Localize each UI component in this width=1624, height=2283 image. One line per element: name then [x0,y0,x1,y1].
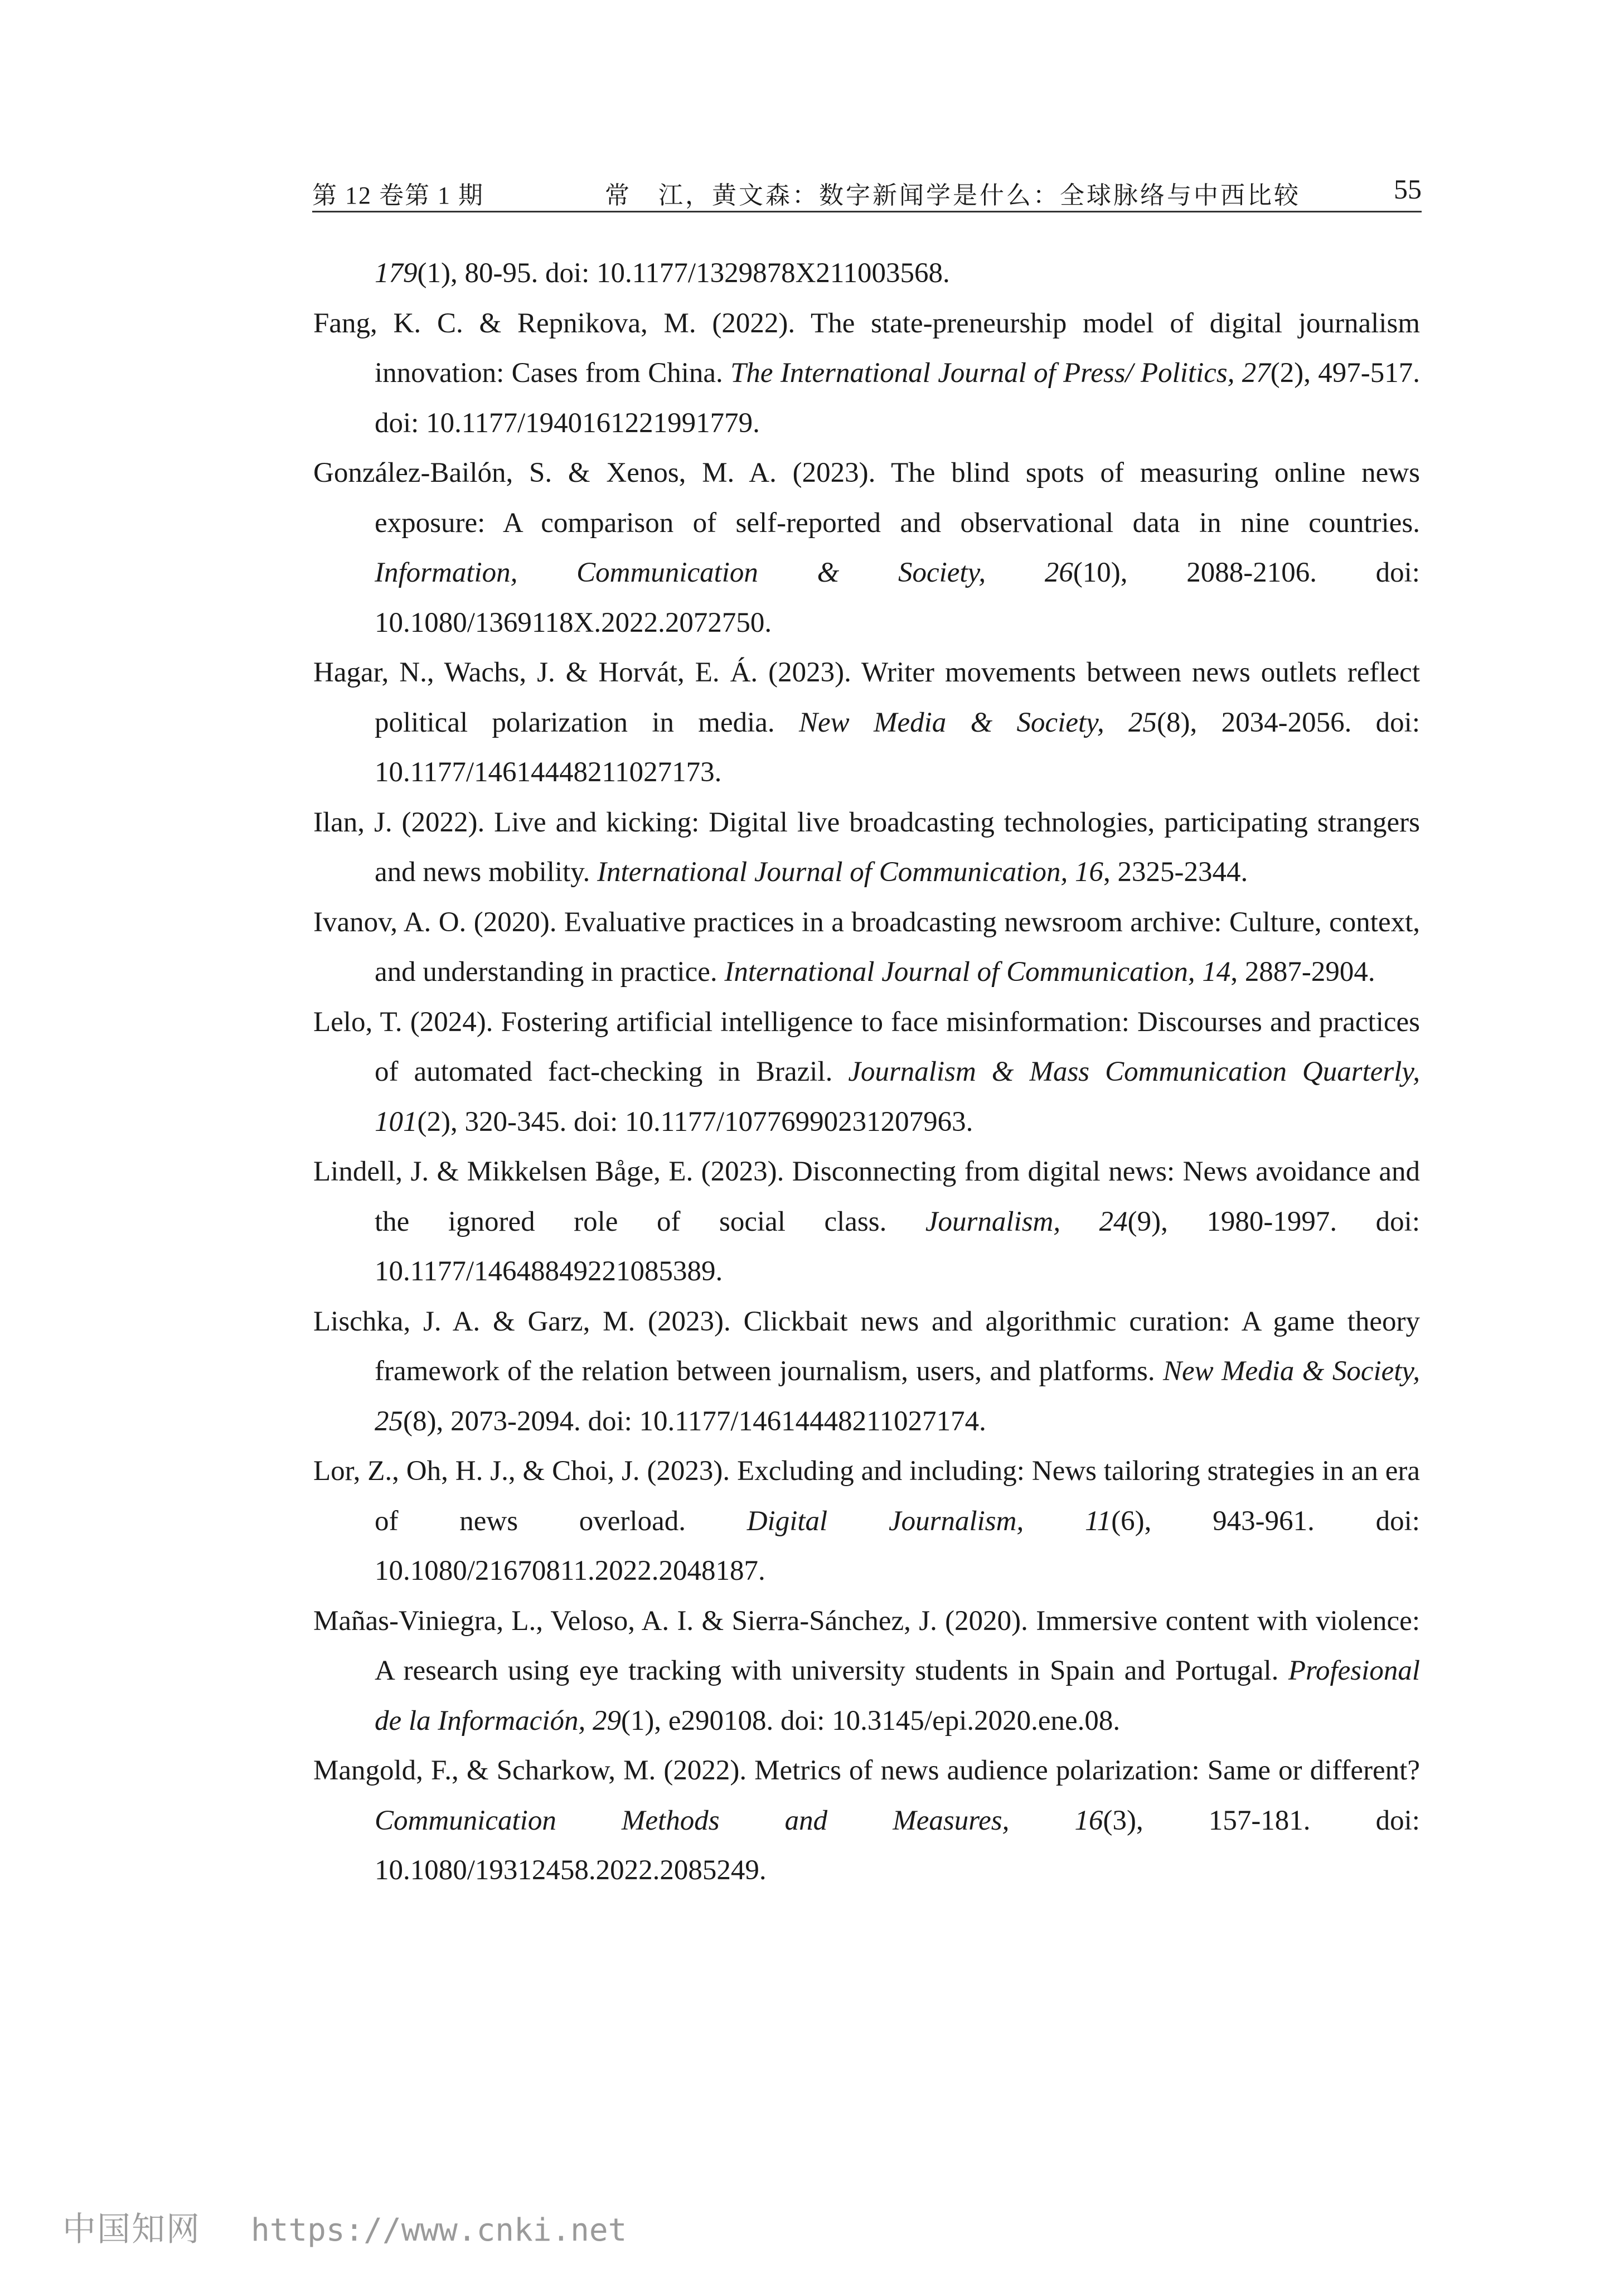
reference-entry: González-Bailón, S. & Xenos, M. A. (2023). The blind spots of measuring online news exposure: A comparison of self-reported and observational data in nine countries. Information, Communication & Society, 26(10), 2088-2106. doi: 10.1080/1369118X.2022.2072750. [313,457,1420,639]
issue-label: 第 12 卷第 1 期 [312,182,484,209]
watermark-site-name: 中国知网 [62,2210,201,2249]
watermark-url: https://www.cnki.net [251,2212,627,2248]
reference-entry: Mañas-Viniegra, L., Veloso, A. I. & Sierra-Sánchez, J. (2020). Immersive content with violence: A research using eye tracking with university students in Spain and Portugal. Profesional de la Información, 29(1), e290108. doi: 10.3145/epi.2020.ene.08. [313,1605,1420,1737]
reference-entry: Ilan, J. (2022). Live and kicking: Digital live broadcasting technologies, participating strangers and news mobility. International Journal of Communication, 16, 2325-2344. [313,806,1420,888]
running-header [312,172,1422,212]
reference-entry: Mangold, F., & Scharkow, M. (2022). Metrics of news audience polarization: Same or different? Communication Methods and Measures, 16(3), 157-181. doi: 10.1080/19312458.2022.2085249. [313,1755,1420,1886]
reference-entry: Lindell, J. & Mikkelsen Båge, E. (2023). Disconnecting from digital news: News avoidance and the ignored role of social class. Journalism, 24(9), 1980-1997. doi: 10.1177/14648849221085389. [313,1156,1420,1287]
reference-list [313,249,1420,1896]
reference-entry: Lor, Z., Oh, H. J., & Choi, J. (2023). Excluding and including: News tailoring strategies in an era of news overload. Digital Journalism, 11(6), 943-961. doi: 10.1080/21670811.2022.2048187. [313,1455,1420,1587]
reference-entry: Lelo, T. (2024). Fostering artificial intelligence to face misinformation: Discourses and practices of automated fact-checking in Brazil. Journalism & Mass Communication Quarterly, 101(2), 320-345. doi: 10.1177/10776990231207963. [313,1006,1420,1138]
cnki-watermark [62,2203,627,2258]
reference-entry: Fang, K. C. & Repnikova, M. (2022). The state-preneurship model of digital journalism innovation: Cases from China. The International Journal of Press/ Politics, 27(2), 497-517. doi: 10.1177/1940161221991779. [313,307,1420,439]
reference-entry: Ivanov, A. O. (2020). Evaluative practices in a broadcasting newsroom archive: Culture, context, and understanding in practice. International Journal of Communication, 14, 2887-2904. [313,906,1420,988]
reference-entry: Hagar, N., Wachs, J. & Horvát, E. Á. (2023). Writer movements between news outlets reflect political polarization in media. New Media & Society, 25(8), 2034-2056. doi: 10.1177/14614448211027173. [313,657,1420,788]
reference-entry: 179(1), 80-95. doi: 10.1177/1329878X211003568. [375,258,950,289]
reference-entry: Lischka, J. A. & Garz, M. (2023). Clickbait news and algorithmic curation: A game theory framework of the relation between journalism, users, and platforms. New Media & Society, 25(8), 2073-2094. doi: 10.1177/14614448211027174. [313,1305,1420,1437]
running-title: 常 江，黄文森：数字新闻学是什么：全球脉络与中西比较 [605,182,1301,209]
page-number: 55 [1394,173,1422,205]
